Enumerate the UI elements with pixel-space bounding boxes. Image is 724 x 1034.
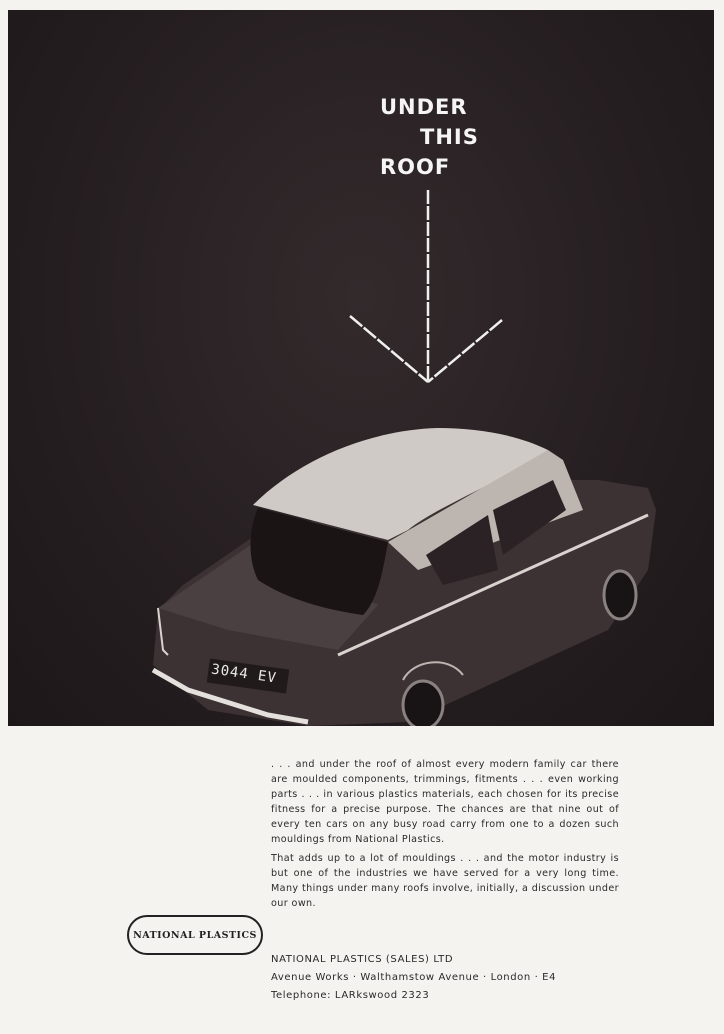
body-copy [271,757,619,915]
down-arrow-icon [338,190,518,400]
company-address: Avenue Works · Walthamstow Avenue · London · E4 [271,972,557,983]
logo-text: NATIONAL PLASTICS [133,929,257,941]
advert-photo [8,10,714,726]
body-paragraph-2: That adds up to a lot of mouldings . . . and the motor industry is but one of the industries we have served for a very long time. Many things under many roofs involve, initially, a discussion under our own. [271,853,619,909]
headline-line-3: ROOF [380,155,451,179]
company-details [271,951,621,1005]
company-telephone: Telephone: LARkswood 2323 [271,990,430,1001]
headline-line-2: THIS [420,125,479,149]
company-name: NATIONAL PLASTICS (SALES) LTD [271,954,454,965]
headline [380,92,479,182]
car-rear-wheel [403,681,443,726]
car-front-wheel [604,571,636,619]
company-logo [127,915,263,955]
body-paragraph-1: . . . and under the roof of almost every modern family car there are moulded components, trimmings, fitments . . . even working parts . . . in various plastics materials, each chosen for its precise fitness for a precise purpose. The chances are that nine out of every ten cars on any busy road carry from one to a dozen such mouldings from National Plastics. [271,759,619,845]
headline-line-1: UNDER [380,95,468,119]
license-plate: 3044 EV [210,661,278,687]
